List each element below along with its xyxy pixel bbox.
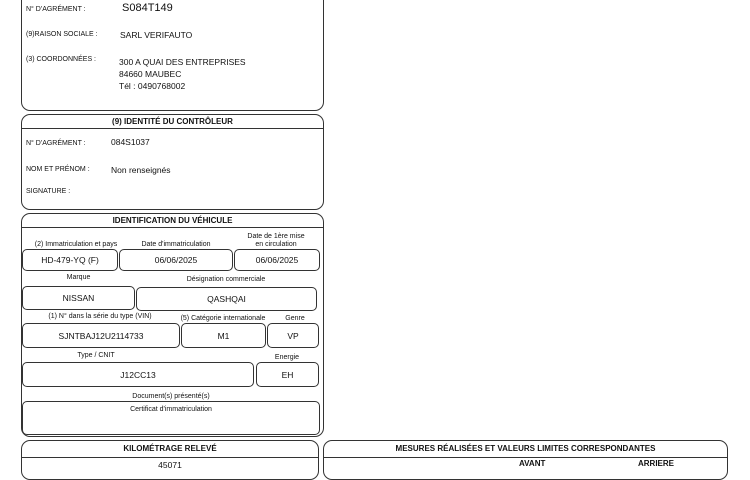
controleur-agrement-label: N° D'AGRÉMENT : <box>26 140 86 147</box>
genre-label: Genre <box>285 315 305 322</box>
designation-field: QASHQAI <box>136 287 317 311</box>
address-line-3: Tél : 0490768002 <box>119 81 186 91</box>
signature-label: SIGNATURE : <box>26 188 71 195</box>
date-circ-field: 06/06/2025 <box>234 249 320 271</box>
raison-sociale-value: SARL VERIFAUTO <box>120 30 193 40</box>
vin-field: SJNTBAJ12U2114733 <box>22 323 180 348</box>
address-line-2: 84660 MAUBEC <box>119 69 182 79</box>
kilometrage-section <box>21 440 319 480</box>
date-immat-label: Date d'immatriculation <box>141 241 211 248</box>
documents-value: Certificat d'immatriculation <box>130 406 212 413</box>
documents-field <box>22 401 320 435</box>
energie-field: EH <box>256 362 319 387</box>
date-immat-field: 06/06/2025 <box>119 249 233 271</box>
type-field: J12CC13 <box>22 362 254 387</box>
marque-field: NISSAN <box>22 286 135 310</box>
nom-label: NOM ET PRÉNOM : <box>26 166 90 173</box>
vehicule-title: IDENTIFICATION DU VÉHICULE <box>22 214 323 228</box>
organisme-section <box>21 0 324 111</box>
immat-label: (2) Immatriculation et pays <box>34 241 118 248</box>
date-circ-label-1: Date de 1ère mise <box>247 233 305 240</box>
energie-label: Energie <box>274 354 300 361</box>
kilometrage-value: 45071 <box>158 460 182 470</box>
categorie-label: (5) Catégorie internationale <box>180 315 266 322</box>
categorie-field: M1 <box>181 323 266 348</box>
address-line-1: 300 A QUAI DES ENTREPRISES <box>119 57 246 67</box>
coordonnees-label: (3) COORDONNÉES : <box>26 56 97 63</box>
type-label: Type / CNIT <box>77 352 115 359</box>
controleur-agrement-value: 084S1037 <box>111 137 150 147</box>
genre-field: VP <box>267 323 319 348</box>
avant-column-header: AVANT <box>519 459 546 468</box>
vin-label: (1) N° dans la série du type (VIN) <box>48 313 152 320</box>
documents-label: Document(s) présenté(s) <box>132 393 210 400</box>
immat-field: HD-479-YQ (F) <box>22 249 118 271</box>
raison-sociale-label: (9)RAISON SOCIALE : <box>26 31 98 38</box>
kilometrage-title: KILOMÉTRAGE RELEVÉ <box>22 441 318 458</box>
designation-label: Désignation commerciale <box>186 276 266 283</box>
marque-label: Marque <box>66 274 91 281</box>
mesures-title: MESURES RÉALISÉES ET VALEURS LIMITES CORRESPONDANTES <box>324 441 727 458</box>
agrement-value: S084T149 <box>122 2 173 14</box>
date-circ-label-2: en circulation <box>255 241 297 248</box>
controleur-title: (9) IDENTITÉ DU CONTRÔLEUR <box>22 115 323 129</box>
agrement-label: N° D'AGRÉMENT : <box>26 6 86 13</box>
controleur-section <box>21 114 324 210</box>
arriere-column-header: ARRIERE <box>638 459 675 468</box>
nom-value: Non renseignés <box>111 165 171 175</box>
mesures-section <box>323 440 728 480</box>
